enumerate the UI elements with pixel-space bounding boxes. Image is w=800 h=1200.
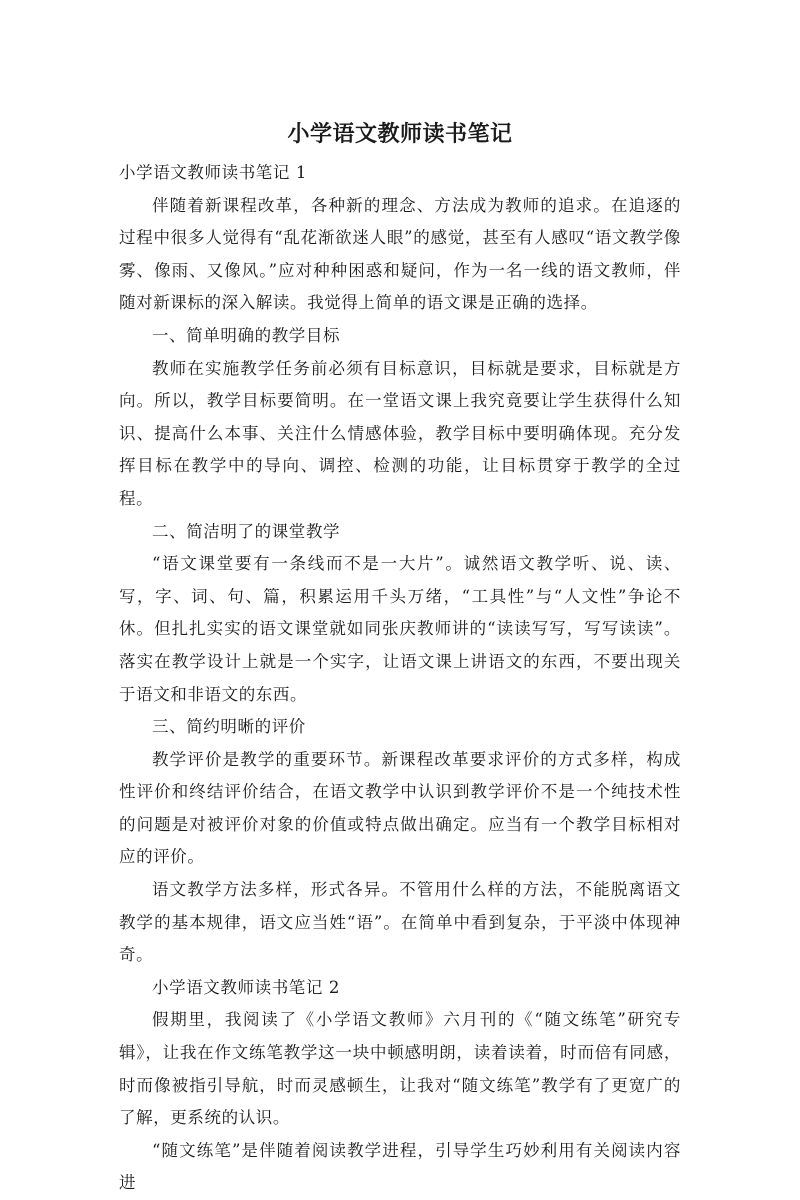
paragraph: 假期里，我阅读了《小学语文教师》六月刊的《“随文练笔”研究专辑》，让我在作文练笔教学这一块中顿感明朗，读着读着，时而倍有同感，时而像被指引导航，时而灵感顿生，让我对“随文练笔”教学有了更宽广的了解，更系统的认识。 xyxy=(119,1010,681,1128)
subheading: 二、简洁明了的课堂教学 xyxy=(152,521,341,541)
document-body xyxy=(119,157,681,1200)
document-title: 小学语文教师读书笔记 xyxy=(287,122,513,147)
paragraph: 教师在实施教学任务前必须有目标意识，目标就是要求，目标就是方向。所以，教学目标要简明。在一堂语文课上我究竟要让学生获得什么知识、提高什么本事、关注什么情感体验，教学目标中要明确体现。充分发挥目标在教学中的导向、调控、检测的功能，让目标贯穿于教学的全过程。 xyxy=(119,358,681,508)
paragraph: 教学评价是教学的重要环节。新课程改革要求评价的方式多样，构成性评价和终结评价结合，在语文教学中认识到教学评价不是一个纯技术性的问题是对被评价对象的价值或特点做出确定。应当有一个教学目标相对应的评价。 xyxy=(119,749,681,867)
subheading: 一、简单明确的教学目标 xyxy=(152,325,341,345)
subheading: 三、简约明晰的评价 xyxy=(152,717,306,737)
paragraph: “语文课堂要有一条线而不是一大片”。诚然语文教学听、说、读、写，字、词、句、篇，积累运用千头万绪，“工具性”与“人文性”争论不休。但扎扎实实的语文课堂就如同张庆教师讲的“读读写写，写写读读”。落实在教学设计上就是一个实字，让语文课上讲语文的东西，不要出现关于语文和非语文的东西。 xyxy=(119,554,681,704)
section-heading-2: 小学语文教师读书笔记 2 xyxy=(152,977,340,997)
paragraph: 语文教学方法多样，形式各异。不管用什么样的方法，不能脱离语文教学的基本规律，语文应当姓“语”。在简单中看到复杂，于平淡中体现神奇。 xyxy=(119,880,681,965)
paragraph: 伴随着新课程改革，各种新的理念、方法成为教师的追求。在追逐的过程中很多人觉得有“乱花渐欲迷人眼”的感觉，甚至有人感叹“语文教学像雾、像雨、又像风。”应对种种困惑和疑问，作为一名一线的语文教师，伴随对新课标的深入解读。我觉得上简单的语文课是正确的选择。 xyxy=(119,195,681,313)
section-heading-1: 小学语文教师读书笔记 1 xyxy=(119,163,307,182)
paragraph: “随文练笔”是伴随着阅读教学进程，引导学生巧妙利用有关阅读内容进 xyxy=(119,1140,681,1193)
